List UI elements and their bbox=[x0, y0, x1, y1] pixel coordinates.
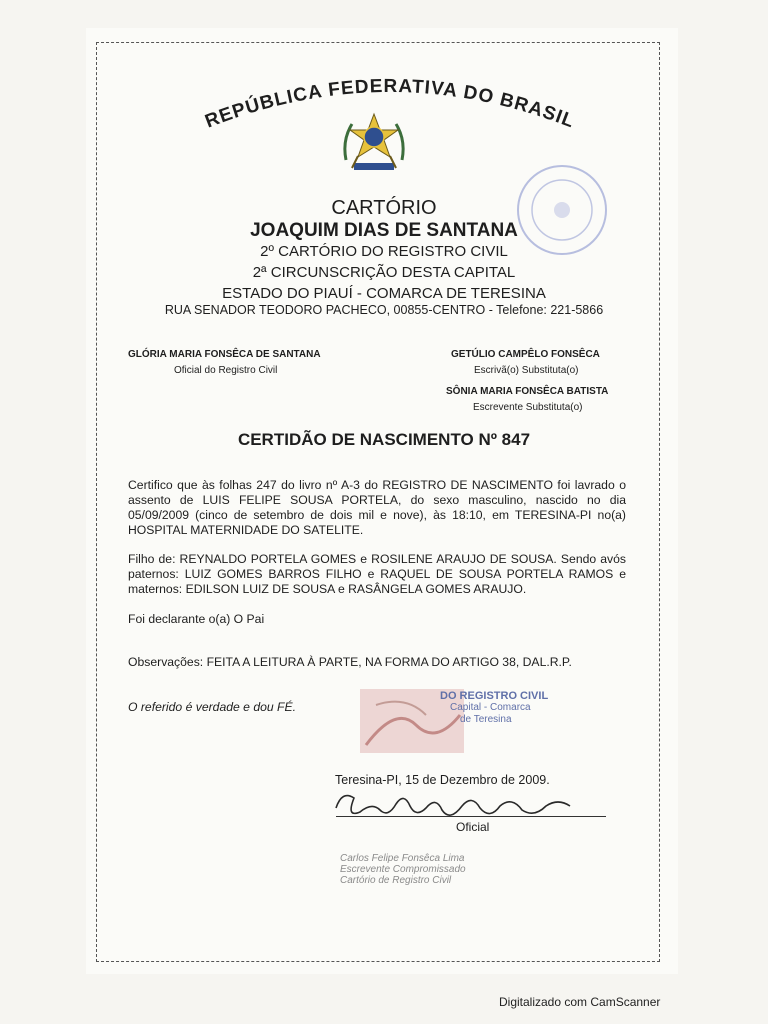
official-right2-role: Escrevente Substituta(o) bbox=[473, 402, 583, 413]
official-left-name: GLÓRIA MARIA FONSÊCA DE SANTANA bbox=[128, 349, 321, 360]
blue-stamp-line-2: Capital - Comarca bbox=[450, 702, 531, 713]
registration-paragraph: Certifico que às folhas 247 do livro nº A-3 do REGISTRO DE NASCIMENTO foi lavrado o assento de LUIS FELIPE SOUSA PORTELA, do sexo masculino, nascido no dia 05/09/2009 (cinco de setembro de dois mil e nove), às 18:10, em TERESINA-PI no(a) HOSPITAL MATERNIDADE DO SATELITE. bbox=[128, 478, 626, 537]
official-right2-name: SÔNIA MARIA FONSÊCA BATISTA bbox=[446, 386, 609, 397]
header-line-2: 2ª CIRCUNSCRIÇÃO DESTA CAPITAL bbox=[252, 264, 516, 281]
parents-paragraph: Filho de: REYNALDO PORTELA GOMES e ROSILENE ARAUJO DE SOUSA. Sendo avós paternos: LUIZ GOMES BARROS FILHO e RAQUEL DE SOUSA PORTELA RAMOS e maternos: EDILSON LUIZ DE SOUSA e RASÂNGELA GOMES ARAUJO. bbox=[128, 552, 626, 596]
certificate-title: CERTIDÃO DE NASCIMENTO Nº 847 bbox=[237, 430, 531, 449]
faded-stamp bbox=[340, 853, 466, 886]
closing-line: O referido é verdade e dou FÉ. bbox=[128, 700, 297, 714]
faded-stamp-name: Carlos Felipe Fonsêca Lima bbox=[340, 853, 465, 864]
declarant-line: Foi declarante o(a) O Pai bbox=[128, 612, 265, 626]
header-line-3: ESTADO DO PIAUÍ - COMARCA DE TERESINA bbox=[222, 285, 546, 302]
cartorio-label: CARTÓRIO bbox=[331, 197, 437, 219]
blue-stamp bbox=[440, 690, 610, 768]
scanner-watermark: Digitalizado com CamScanner bbox=[499, 995, 661, 1009]
blue-stamp-line-3: de Teresina bbox=[460, 714, 512, 725]
blue-stamp-line-1: DO REGISTRO CIVIL bbox=[440, 690, 549, 702]
signature-date: Teresina-PI, 15 de Dezembro de 2009. bbox=[335, 773, 550, 787]
header-address: RUA SENADOR TEODORO PACHECO, 00855-CENTRO - Telefone: 221-5866 bbox=[164, 303, 604, 317]
faded-stamp-role-2: Cartório de Registro Civil bbox=[340, 875, 452, 886]
observations-line: Observações: FEITA A LEITURA À PARTE, NA FORMA DO ARTIGO 38, DAL.R.P. bbox=[128, 655, 572, 669]
header-line-1: 2º CARTÓRIO DO REGISTRO CIVIL bbox=[260, 243, 508, 260]
signature-role: Oficial bbox=[456, 820, 490, 834]
handwritten-signature bbox=[330, 784, 580, 824]
official-right1-role: Escrivã(o) Substituta(o) bbox=[474, 365, 579, 376]
official-right1-name: GETÚLIO CAMPÊLO FONSÊCA bbox=[451, 349, 600, 360]
faded-stamp-role-1: Escrevente Compromissado bbox=[340, 864, 466, 875]
cartorio-name: JOAQUIM DIAS DE SANTANA bbox=[250, 220, 518, 241]
signature-line bbox=[336, 816, 606, 817]
arc-title-text: REPÚBLICA FEDERATIVA DO BRASIL bbox=[202, 75, 578, 133]
coat-of-arms-icon bbox=[338, 110, 410, 176]
official-left-role: Oficial do Registro Civil bbox=[174, 365, 278, 376]
